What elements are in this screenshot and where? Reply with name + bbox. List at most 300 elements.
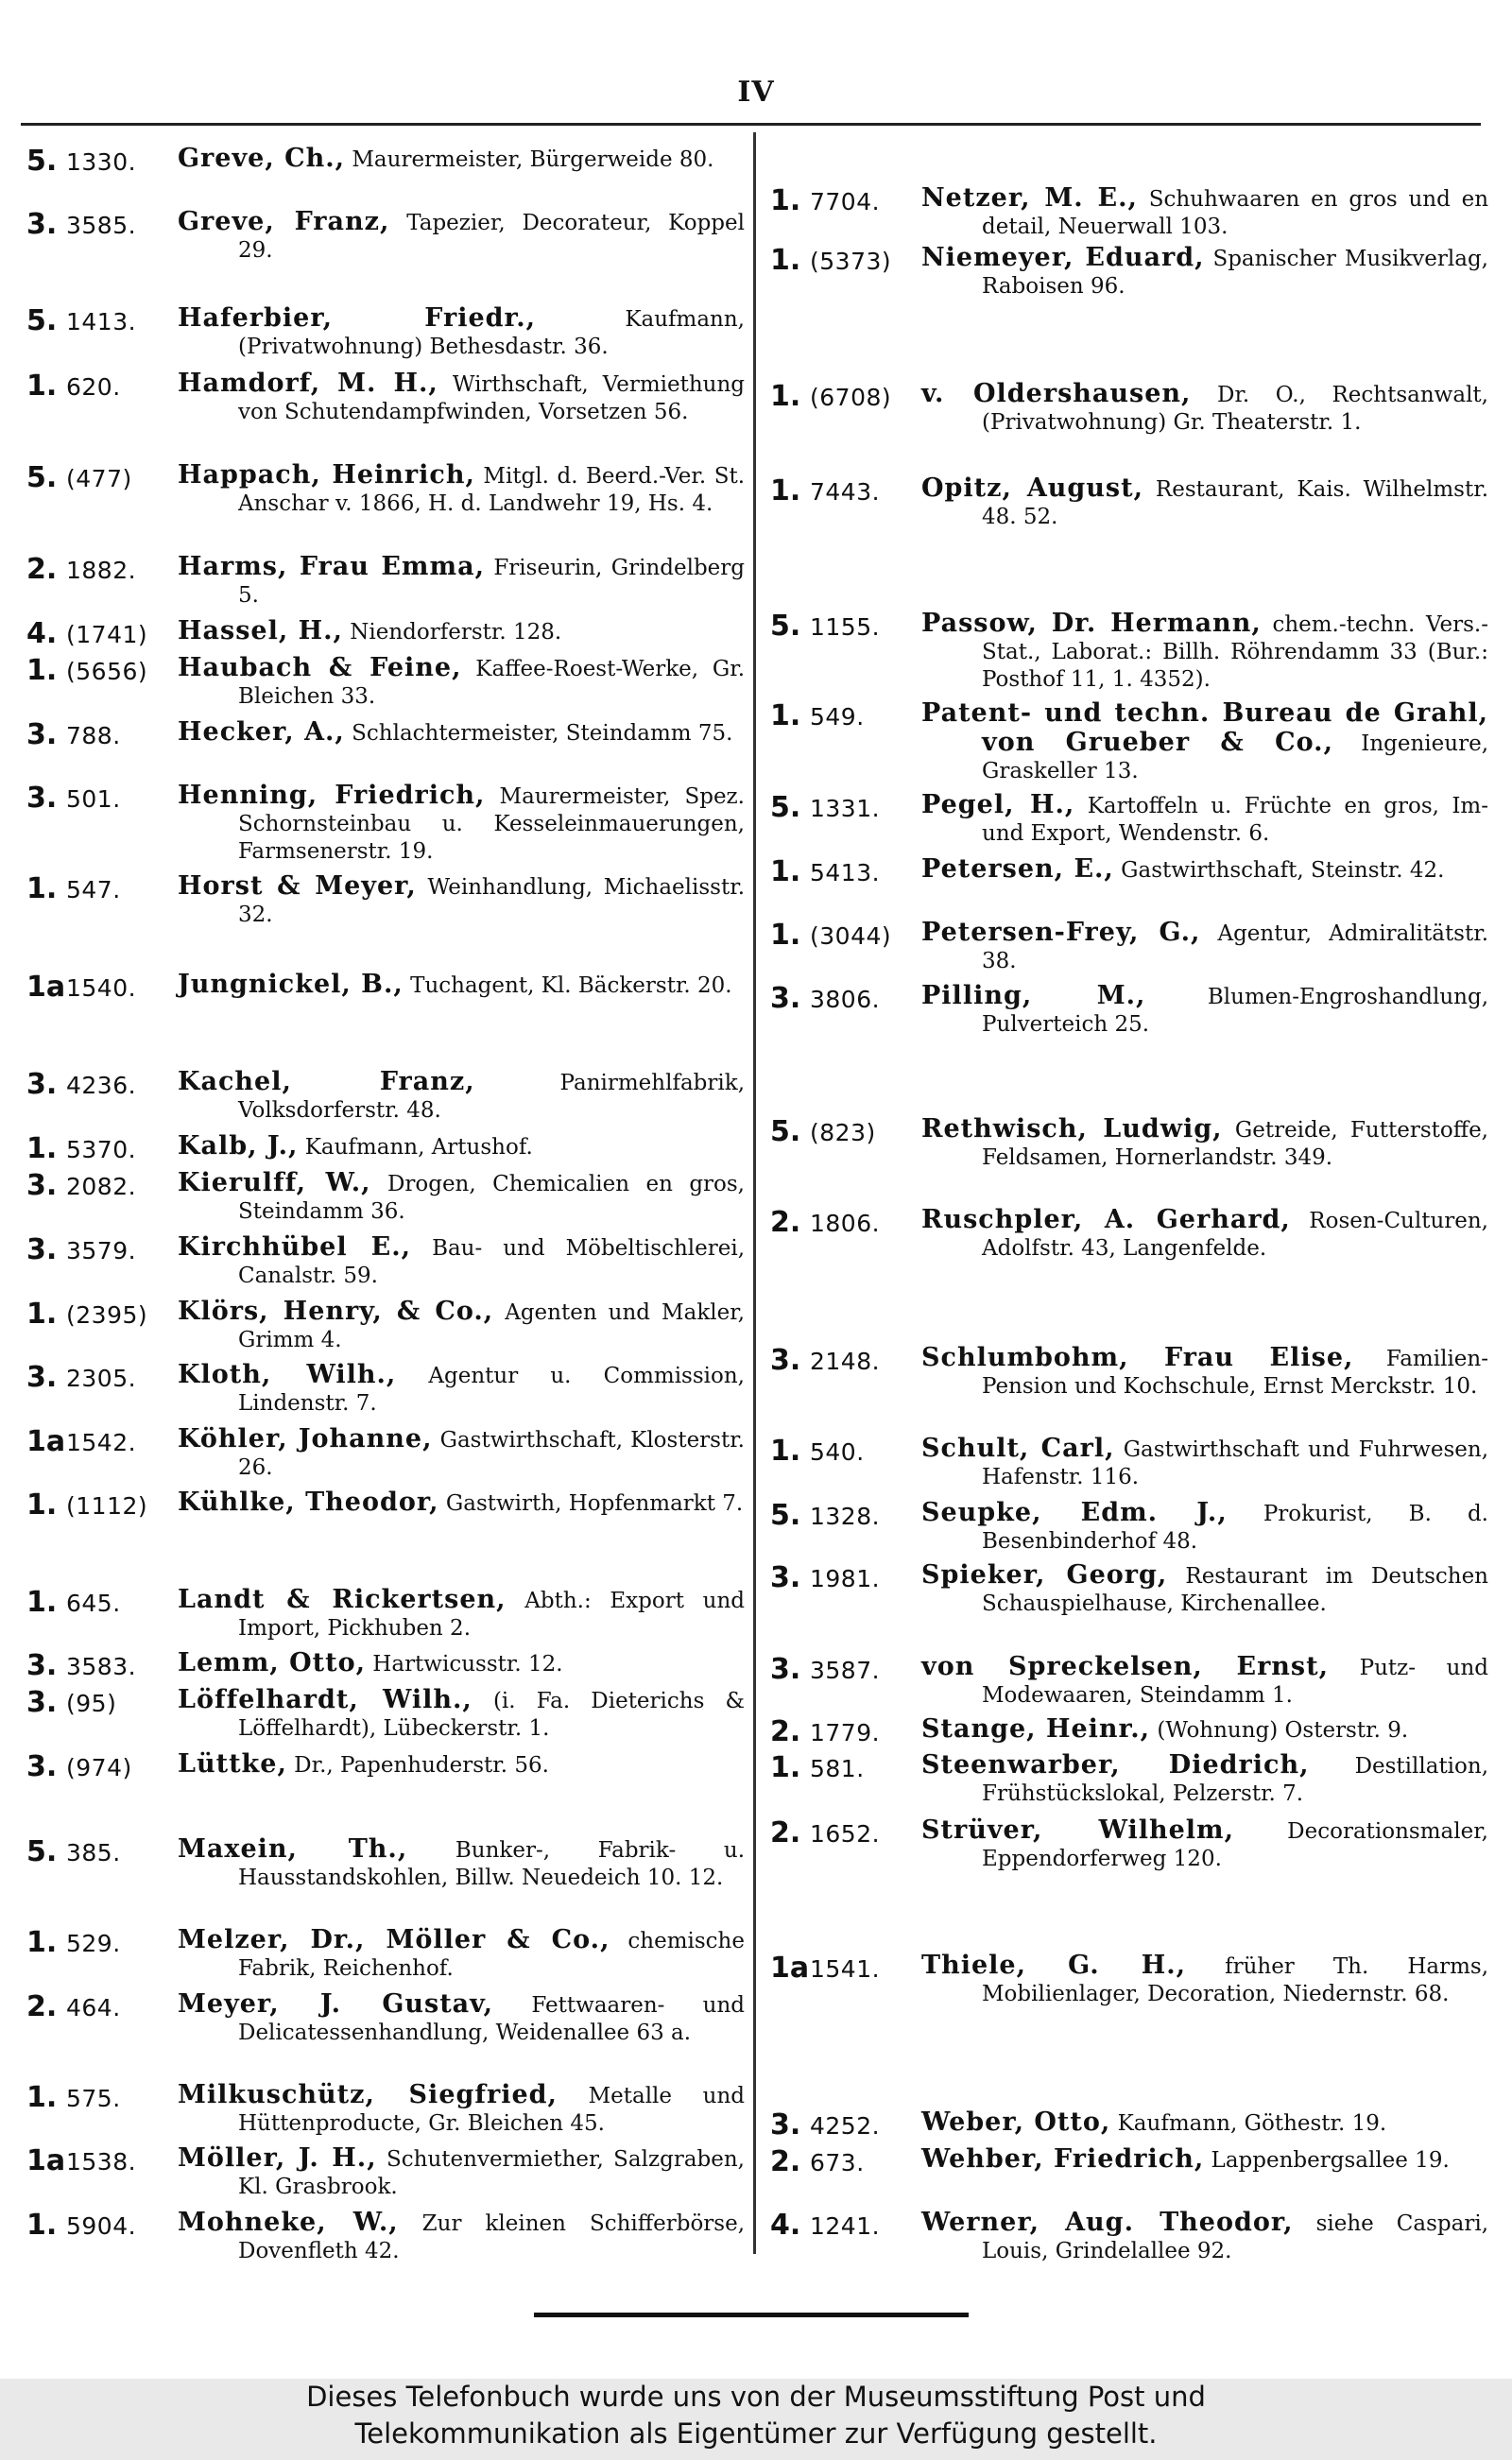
- subscriber-details: Dr., Papenhuderstr. 56.: [294, 1753, 549, 1778]
- phone-number: 1981.: [810, 1565, 881, 1592]
- entry-prefix: [770, 610, 912, 643]
- entry-body: [178, 1132, 745, 1161]
- directory-entry: [770, 791, 1488, 848]
- exchange-code: 2.: [26, 1990, 58, 2023]
- subscriber-name: Mohneke, W.,: [178, 2208, 399, 2237]
- directory-entry: [26, 2081, 745, 2138]
- subscriber-name: Werner, Aug. Theodor,: [921, 2208, 1294, 2237]
- directory-entry: [26, 1131, 745, 1165]
- entry-body: [178, 1686, 745, 1743]
- subscriber-details: (i. Fa. Dieterichs & Löffelhardt), Lübeckerstr. 1.: [238, 1689, 746, 1741]
- entry-body: [178, 782, 745, 866]
- subscriber-details: Tuchagent, Kl. Bäckerstr. 20.: [410, 973, 732, 998]
- subscriber-name: Petersen-Frey, G.,: [921, 918, 1201, 947]
- subscriber-details: Gastwirthschaft, Steinstr. 42.: [1121, 858, 1445, 883]
- subscriber-name: Petersen, E.,: [921, 854, 1114, 884]
- entry-body: [921, 1344, 1488, 1401]
- subscriber-name: Spieker, Georg,: [921, 1560, 1168, 1590]
- directory-entry: [770, 1816, 1488, 1873]
- directory-entry: [770, 1561, 1488, 1618]
- subscriber-details: Agentur u. Commission, Lindenstr. 7.: [238, 1364, 745, 1416]
- phone-number: 549.: [810, 703, 865, 731]
- entry-body: [178, 2209, 745, 2265]
- subscriber-details: Niendorferstr. 128.: [350, 620, 562, 645]
- phone-number: 4252.: [810, 2112, 881, 2140]
- entry-body: [178, 1361, 745, 1418]
- subscriber-details: Gastwirthschaft und Fuhrwesen, Hafenstr. 116.: [982, 1437, 1489, 1489]
- entry-body: [921, 1715, 1488, 1745]
- subscriber-details: Panirmehlfabrik, Volksdorferstr. 48.: [238, 1071, 746, 1123]
- directory-entry: [26, 553, 745, 610]
- entry-prefix: [26, 1298, 168, 1331]
- phone-number: 3583.: [66, 1653, 137, 1680]
- entry-body: [178, 1233, 745, 1290]
- entry-prefix: [770, 2108, 912, 2142]
- directory-entry: [770, 1952, 1488, 2008]
- entry-body: [178, 971, 745, 1000]
- exchange-code: 3.: [26, 1750, 58, 1783]
- entry-body: [921, 699, 1488, 785]
- entry-prefix: [26, 2081, 168, 2114]
- subscriber-details: Schuhwaaren en gros und en detail, Neuerwall 103.: [982, 187, 1489, 239]
- entry-body: [178, 654, 745, 711]
- phone-number: 540.: [810, 1438, 865, 1466]
- entry-prefix: [770, 1206, 912, 1239]
- directory-entry: [26, 1298, 745, 1354]
- exchange-code: 1a: [26, 971, 66, 1004]
- entry-body: [178, 872, 745, 929]
- exchange-code: 4.: [770, 2209, 801, 2242]
- phone-number: 581.: [810, 1755, 865, 1782]
- exchange-code: 5.: [26, 304, 58, 337]
- entry-prefix: [26, 1586, 168, 1619]
- entry-prefix: [26, 782, 168, 815]
- subscriber-details: Schlachtermeister, Steindamm 75.: [352, 721, 733, 746]
- subscriber-name: Opitz, August,: [921, 473, 1144, 503]
- phone-number: 501.: [66, 785, 121, 813]
- subscriber-details: Bunker-, Fabrik- u. Hausstandskohlen, Billw. Neuedeich 10. 12.: [238, 1838, 746, 1890]
- entry-body: [921, 1115, 1488, 1172]
- exchange-code: 2.: [26, 553, 58, 586]
- entry-prefix: [770, 982, 912, 1015]
- phone-number: 5370.: [66, 1136, 137, 1163]
- exchange-code: 1.: [770, 184, 801, 217]
- subscriber-details: Abth.: Export und Import, Pickhuben 2.: [238, 1589, 746, 1641]
- phone-number: 464.: [66, 1994, 121, 2021]
- subscriber-name: Kloth, Wilh.,: [178, 1360, 397, 1389]
- subscriber-name: Happach, Heinrich,: [178, 460, 475, 490]
- entry-prefix: [26, 2209, 168, 2242]
- entry-prefix: [26, 1649, 168, 1682]
- entry-body: [178, 1990, 745, 2047]
- exchange-code: 1.: [26, 1488, 58, 1522]
- exchange-code: 1.: [770, 244, 801, 277]
- entry-body: [178, 370, 745, 426]
- phone-number: 1413.: [66, 308, 137, 335]
- directory-entry: [26, 970, 745, 1004]
- phone-number: 7443.: [810, 478, 881, 506]
- entry-body: [921, 1435, 1488, 1491]
- phone-number: (6708): [810, 384, 892, 411]
- entry-prefix: [770, 1344, 912, 1377]
- entry-body: [921, 1561, 1488, 1618]
- exchange-code: 1.: [26, 2081, 58, 2114]
- directory-entry: [770, 184, 1488, 241]
- entry-prefix: [26, 617, 168, 650]
- directory-entry: [770, 1751, 1488, 1808]
- phone-number: 1241.: [810, 2212, 881, 2240]
- directory-entry: [26, 144, 745, 178]
- entry-body: [921, 1816, 1488, 1873]
- subscriber-name: Strüver, Wilhelm,: [921, 1815, 1234, 1845]
- subscriber-details: Kartoffeln u. Früchte en gros, Im- und Export, Wendenstr. 6.: [982, 794, 1488, 846]
- entry-body: [178, 1835, 745, 1892]
- directory-entry: [770, 244, 1488, 301]
- subscriber-name: Klörs, Henry, & Co.,: [178, 1297, 494, 1326]
- directory-entry: [770, 1435, 1488, 1491]
- entry-body: [921, 1952, 1488, 2008]
- subscriber-name: Maxein, Th.,: [178, 1834, 408, 1864]
- entry-prefix: [26, 1169, 168, 1202]
- entry-body: [921, 1499, 1488, 1556]
- exchange-code: 1.: [770, 1435, 801, 1468]
- entry-prefix: [26, 971, 168, 1004]
- entry-prefix: [26, 145, 168, 178]
- subscriber-details: Kaufmann, Göthestr. 19.: [1117, 2111, 1387, 2136]
- subscriber-name: Schult, Carl,: [921, 1434, 1115, 1463]
- phone-number: (823): [810, 1119, 876, 1146]
- subscriber-details: Blumen-Engroshandlung, Pulverteich 25.: [982, 985, 1489, 1037]
- entry-prefix: [26, 461, 168, 494]
- entry-prefix: [26, 1686, 168, 1719]
- entry-body: [921, 2209, 1488, 2265]
- directory-entry: [770, 854, 1488, 888]
- subscriber-name: Horst & Meyer,: [178, 871, 417, 901]
- exchange-code: 1.: [26, 1586, 58, 1619]
- directory-entry: [26, 208, 745, 265]
- phone-number: 5904.: [66, 2212, 137, 2240]
- exchange-code: 5.: [26, 145, 58, 178]
- subscriber-details: früher Th. Harms, Mobilienlager, Decoration, Niedernstr. 68.: [982, 1954, 1489, 2006]
- exchange-code: 1.: [770, 1751, 801, 1784]
- subscriber-name: Landt & Rickertsen,: [178, 1585, 507, 1614]
- subscriber-name: Löffelhardt, Wilh.,: [178, 1685, 472, 1714]
- directory-entry: [26, 1835, 745, 1892]
- phone-number: 1538.: [66, 2148, 137, 2176]
- exchange-code: 3.: [770, 2108, 801, 2142]
- phone-number: 529.: [66, 1930, 121, 1957]
- subscriber-details: Schutenvermiether, Salzgraben, Kl. Grasbrook.: [238, 2147, 745, 2199]
- entry-body: [178, 617, 745, 646]
- entry-prefix: [770, 474, 912, 507]
- exchange-code: 1.: [770, 919, 801, 952]
- exchange-code: 1.: [26, 872, 58, 905]
- subscriber-name: Patent- und techn. Bureau de Grahl, von Grueber & Co.,: [921, 698, 1488, 757]
- phone-number: (974): [66, 1754, 132, 1781]
- phone-number: 3587.: [810, 1657, 881, 1684]
- phone-number: 3579.: [66, 1237, 137, 1264]
- subscriber-name: Meyer, J. Gustav,: [178, 1989, 494, 2019]
- subscriber-details: Maurermeister, Bürgerweide 80.: [352, 147, 714, 172]
- subscriber-name: Hecker, A.,: [178, 717, 345, 747]
- subscriber-name: Jungnickel, B.,: [178, 970, 404, 999]
- exchange-code: 5.: [26, 1835, 58, 1868]
- exchange-code: 3.: [26, 782, 58, 815]
- exchange-code: 3.: [770, 1653, 801, 1686]
- entry-body: [178, 553, 745, 610]
- exchange-code: 2.: [770, 1206, 801, 1239]
- subscriber-details: chemische Fabrik, Reichenhof.: [238, 1929, 745, 1981]
- phone-number: 788.: [66, 722, 121, 749]
- directory-entry: [26, 1488, 745, 1522]
- entry-prefix: [770, 791, 912, 824]
- entry-prefix: [26, 1068, 168, 1101]
- phone-number: 645.: [66, 1590, 121, 1617]
- entry-prefix: [26, 1488, 168, 1522]
- subscriber-details: chem.-techn. Vers.-Stat., Laborat.: Billh. Röhrendamm 33 (Bur.: Posthof 11, 1. 4352).: [982, 612, 1489, 692]
- exchange-code: 3.: [26, 1169, 58, 1202]
- directory-entry: [770, 1344, 1488, 1401]
- subscriber-details: Destillation, Frühstückslokal, Pelzerstr. 7.: [982, 1754, 1489, 1806]
- subscriber-details: Kaufmann, (Privatwohnung) Bethesdastr. 36.: [238, 307, 745, 359]
- exchange-code: 4.: [26, 617, 58, 650]
- exchange-code: 1.: [26, 1132, 58, 1165]
- subscriber-details: Gastwirth, Hopfenmarkt 7.: [445, 1491, 744, 1516]
- exchange-code: 1.: [770, 699, 801, 732]
- subscriber-name: Stange, Heinr.,: [921, 1714, 1151, 1744]
- entry-prefix: [26, 208, 168, 241]
- subscriber-details: Kaufmann, Artushof.: [304, 1135, 533, 1160]
- exchange-code: 1.: [26, 1926, 58, 1959]
- directory-entry: [770, 610, 1488, 694]
- subscriber-name: Greve, Ch.,: [178, 144, 346, 173]
- subscriber-details: Rosen-Culturen, Adolfstr. 43, Langenfelde.: [982, 1209, 1488, 1261]
- exchange-code: 2.: [770, 1715, 801, 1748]
- phone-number: 1806.: [810, 1210, 881, 1237]
- directory-entry: [26, 1233, 745, 1290]
- entry-body: [178, 1488, 745, 1518]
- subscriber-details: (Wohnung) Osterstr. 9.: [1157, 1718, 1409, 1743]
- entry-prefix: [26, 304, 168, 337]
- subscriber-details: Wirthschaft, Vermiethung von Schutendampfwinden, Vorsetzen 56.: [238, 372, 746, 424]
- entry-body: [921, 791, 1488, 848]
- entry-prefix: [770, 855, 912, 888]
- directory-entry: [770, 699, 1488, 785]
- subscriber-name: Netzer, M. E.,: [921, 183, 1138, 213]
- subscriber-details: Familien-Pension und Kochschule, Ernst Merckstr. 10.: [982, 1347, 1488, 1399]
- exchange-code: 5.: [770, 1499, 801, 1532]
- phone-number: 1542.: [66, 1429, 137, 1456]
- entry-body: [921, 1751, 1488, 1808]
- exchange-code: 1a: [26, 2144, 66, 2177]
- entry-prefix: [770, 1561, 912, 1594]
- subscriber-name: Kühlke, Theodor,: [178, 1488, 439, 1517]
- subscriber-name: Thiele, G. H.,: [921, 1951, 1187, 1980]
- exchange-code: 1.: [770, 855, 801, 888]
- exchange-code: 5.: [26, 461, 58, 494]
- subscriber-details: Restaurant im Deutschen Schauspielhause, Kirchenallee.: [982, 1564, 1488, 1616]
- directory-entry: [26, 1926, 745, 1983]
- exchange-code: 3.: [770, 1344, 801, 1377]
- directory-entry: [26, 1686, 745, 1743]
- entry-prefix: [770, 1653, 912, 1686]
- subscriber-name: v. Oldershausen,: [921, 379, 1192, 408]
- directory-entry: [770, 1115, 1488, 1172]
- entry-prefix: [770, 1435, 912, 1468]
- directory-entry: [26, 1425, 745, 1482]
- directory-entry: [770, 919, 1488, 975]
- directory-entry: [26, 1648, 745, 1682]
- exchange-code: 3.: [26, 1068, 58, 1101]
- exchange-code: 1a: [770, 1952, 810, 1985]
- entry-prefix: [770, 1751, 912, 1784]
- directory-entry: [770, 2144, 1488, 2178]
- directory-entry: [26, 461, 745, 518]
- page-number: IV: [737, 76, 775, 109]
- subscriber-details: Maurermeister, Spez. Schornsteinbau u. Kesseleinmauerungen, Farmsenerstr. 19.: [238, 784, 745, 864]
- exchange-code: 1.: [770, 380, 801, 413]
- phone-number: 2082.: [66, 1173, 137, 1200]
- subscriber-name: Passow, Dr. Hermann,: [921, 609, 1262, 638]
- directory-entry: [770, 1206, 1488, 1263]
- directory-entry: [770, 2107, 1488, 2142]
- entry-prefix: [770, 699, 912, 732]
- phone-number: 2305.: [66, 1365, 137, 1392]
- subscriber-name: Rethwisch, Ludwig,: [921, 1114, 1223, 1144]
- entry-body: [921, 2108, 1488, 2138]
- exchange-code: 3.: [26, 1649, 58, 1682]
- directory-entry: [26, 1169, 745, 1226]
- entry-body: [178, 1586, 745, 1643]
- directory-entry: [26, 1586, 745, 1643]
- subscriber-details: Bau- und Möbeltischlerei, Canalstr. 59.: [238, 1236, 746, 1288]
- exchange-code: 3.: [26, 1361, 58, 1394]
- phone-number: 575.: [66, 2085, 121, 2112]
- directory-entry: [770, 982, 1488, 1039]
- phone-number: 547.: [66, 876, 121, 903]
- subscriber-details: Putz- und Modewaaren, Steindamm 1.: [982, 1656, 1488, 1708]
- exchange-code: 3.: [26, 1233, 58, 1266]
- exchange-code: 5.: [770, 1115, 801, 1148]
- subscriber-name: Greve, Franz,: [178, 207, 390, 236]
- phone-number: (5656): [66, 658, 148, 685]
- subscriber-name: Möller, J. H.,: [178, 2143, 377, 2173]
- exchange-code: 1.: [26, 370, 58, 403]
- entry-body: [921, 1653, 1488, 1710]
- phone-number: 385.: [66, 1839, 121, 1867]
- subscriber-name: Lemm, Otto,: [178, 1648, 366, 1677]
- subscriber-details: Getreide, Futterstoffe, Feldsamen, Hornerlandstr. 349.: [982, 1118, 1488, 1170]
- entry-prefix: [26, 654, 168, 687]
- subscriber-details: Gastwirthschaft, Klosterstr. 26.: [238, 1428, 745, 1480]
- entry-prefix: [770, 380, 912, 413]
- entry-prefix: [26, 1926, 168, 1959]
- phone-number: (1112): [66, 1492, 148, 1520]
- exchange-code: 3.: [26, 208, 58, 241]
- directory-entry: [770, 1499, 1488, 1556]
- subscriber-name: Weber, Otto,: [921, 2107, 1111, 2137]
- subscriber-name: Schlumbohm, Frau Elise,: [921, 1343, 1354, 1372]
- phone-number: 3585.: [66, 212, 137, 239]
- footer-note: [0, 2379, 1512, 2460]
- phone-number: (477): [66, 465, 132, 492]
- exchange-code: 2.: [770, 1816, 801, 1849]
- entry-body: [178, 2081, 745, 2138]
- entry-body: [178, 1068, 745, 1125]
- entry-prefix: [26, 1750, 168, 1783]
- phone-number: 7704.: [810, 188, 881, 215]
- phone-number: 1779.: [810, 1719, 881, 1746]
- subscriber-name: Ruschpler, A. Gerhard,: [921, 1205, 1291, 1234]
- directory-entry: [26, 1068, 745, 1125]
- footer-line-2: Telekommunikation als Eigentümer zur Verfügung gestellt.: [354, 2417, 1158, 2450]
- subscriber-details: Kaffee-Roest-Werke, Gr. Bleichen 33.: [238, 657, 746, 709]
- subscriber-name: Henning, Friedrich,: [178, 781, 486, 810]
- subscriber-details: Friseurin, Grindelberg 5.: [238, 556, 745, 608]
- entry-prefix: [770, 1715, 912, 1748]
- subscriber-details: Dr. O., Rechtsanwalt, (Privatwohnung) Gr. Theaterstr. 1.: [982, 383, 1488, 435]
- entry-body: [921, 184, 1488, 241]
- phone-number: (5373): [810, 248, 892, 275]
- exchange-code: 3.: [770, 1561, 801, 1594]
- entry-prefix: [26, 1835, 168, 1868]
- directory-entry: [26, 2209, 745, 2265]
- column-divider: [753, 132, 756, 2254]
- entry-body: [178, 718, 745, 748]
- subscriber-details: Spanischer Musikverlag, Raboisen 96.: [982, 247, 1488, 299]
- entry-body: [921, 1206, 1488, 1263]
- entry-prefix: [26, 872, 168, 905]
- phone-number: (95): [66, 1690, 117, 1717]
- phone-number: 620.: [66, 373, 121, 401]
- entry-prefix: [26, 2144, 168, 2177]
- phone-number: 673.: [810, 2149, 865, 2176]
- entry-body: [921, 982, 1488, 1039]
- subscriber-name: Niemeyer, Eduard,: [921, 243, 1205, 272]
- directory-entry: [770, 474, 1488, 531]
- phone-number: 1540.: [66, 974, 137, 1002]
- entry-prefix: [770, 2145, 912, 2178]
- subscriber-details: Prokurist, B. d. Besenbinderhof 48.: [982, 1502, 1488, 1554]
- phone-number: 2148.: [810, 1348, 881, 1375]
- phone-number: 1541.: [810, 1955, 881, 1983]
- subscriber-details: siehe Caspari, Louis, Grindelallee 92.: [982, 2211, 1489, 2263]
- entry-prefix: [26, 1425, 168, 1458]
- entry-body: [921, 610, 1488, 694]
- entry-prefix: [26, 1990, 168, 2023]
- exchange-code: 1a: [26, 1425, 66, 1458]
- subscriber-name: Pilling, M.,: [921, 981, 1146, 1010]
- subscriber-details: Weinhandlung, Michaelisstr. 32.: [238, 875, 746, 927]
- entry-prefix: [770, 1115, 912, 1148]
- directory-entry: [26, 370, 745, 426]
- directory-entry: [26, 1990, 745, 2047]
- directory-entry: [26, 1749, 745, 1783]
- subscriber-details: Drogen, Chemicalien en gros, Steindamm 36.: [238, 1172, 745, 1224]
- entry-body: [178, 304, 745, 361]
- directory-entry: [26, 717, 745, 751]
- subscriber-details: Agentur, Admiralitätstr. 38.: [982, 921, 1489, 973]
- entry-body: [921, 474, 1488, 531]
- entry-body: [921, 244, 1488, 301]
- directory-entry: [26, 782, 745, 866]
- exchange-code: 1.: [26, 654, 58, 687]
- subscriber-details: Restaurant, Kais. Wilhelmstr. 48. 52.: [982, 477, 1489, 529]
- directory-entry: [770, 380, 1488, 437]
- end-rule: [534, 2313, 969, 2317]
- entry-prefix: [26, 553, 168, 586]
- subscriber-details: Ingenieure, Graskeller 13.: [982, 731, 1489, 783]
